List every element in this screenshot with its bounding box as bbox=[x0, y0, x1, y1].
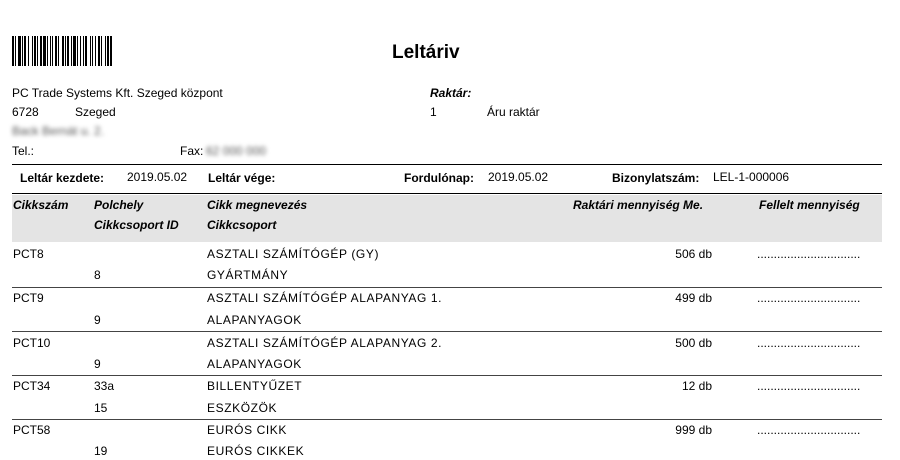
col-found: Fellelt mennyiség bbox=[759, 198, 860, 212]
barcode-bar bbox=[85, 36, 87, 66]
barcode-bar bbox=[58, 36, 59, 66]
row-found: ............................... bbox=[757, 247, 861, 261]
barcode-bar bbox=[71, 36, 72, 66]
row-code: PCT10 bbox=[13, 336, 51, 350]
barcode-bar bbox=[32, 36, 33, 66]
barcode-bar bbox=[22, 36, 23, 66]
row-found: ............................... bbox=[757, 379, 861, 393]
barcode-bar bbox=[73, 36, 76, 66]
fax-label: Fax: bbox=[180, 144, 204, 158]
barcode-bar bbox=[24, 36, 26, 66]
barcode-bar bbox=[62, 36, 64, 66]
row-code: PCT9 bbox=[13, 291, 44, 305]
row-code: PCT8 bbox=[13, 247, 44, 261]
row-qty: 500 db bbox=[675, 336, 712, 350]
turn-value: 2019.05.02 bbox=[488, 170, 549, 184]
barcode-bar bbox=[18, 36, 21, 66]
row-found: ............................... bbox=[757, 423, 861, 437]
info-top-divider bbox=[12, 164, 882, 165]
row-group: GYÁRTMÁNY bbox=[207, 268, 289, 282]
row-name: BILLENTYŰZET bbox=[207, 379, 303, 393]
col-group-id: Cikkcsoport ID bbox=[94, 218, 179, 232]
company-address-redacted: Back Bernát u. 2. bbox=[12, 124, 105, 138]
info-bottom-divider bbox=[12, 193, 882, 194]
barcode-bar bbox=[47, 36, 48, 66]
barcode-bar bbox=[77, 36, 78, 66]
row-group-id: 19 bbox=[94, 444, 108, 458]
barcode-bar bbox=[101, 36, 102, 66]
row-code: PCT34 bbox=[13, 379, 51, 393]
row-qty: 499 db bbox=[675, 291, 712, 305]
row-group-id: 8 bbox=[94, 268, 101, 282]
barcode-bar bbox=[15, 36, 16, 66]
barcode-bar bbox=[80, 36, 81, 66]
row-divider bbox=[12, 419, 882, 420]
barcode-bar bbox=[12, 36, 14, 66]
barcode-bar bbox=[43, 36, 46, 66]
row-found: ............................... bbox=[757, 291, 861, 305]
row-group-id: 9 bbox=[94, 313, 101, 327]
barcode-bar bbox=[92, 36, 93, 66]
row-name: ASZTALI SZÁMÍTÓGÉP (GY) bbox=[207, 247, 380, 261]
row-group: ALAPANYAGOK bbox=[207, 313, 302, 327]
row-divider bbox=[12, 375, 882, 376]
row-name: EURÓS CIKK bbox=[207, 423, 288, 437]
start-label: Leltár kezdete: bbox=[20, 171, 105, 185]
barcode-bar bbox=[34, 36, 36, 66]
row-group-id: 9 bbox=[94, 357, 101, 371]
barcode-bar bbox=[55, 36, 57, 66]
barcode-bar bbox=[105, 36, 106, 66]
warehouse-label: Raktár: bbox=[430, 86, 472, 100]
row-found: ............................... bbox=[757, 336, 861, 350]
barcode-bar bbox=[83, 36, 84, 66]
barcode-bar bbox=[65, 36, 66, 66]
barcode-bar bbox=[52, 36, 53, 66]
row-divider bbox=[12, 287, 882, 288]
company-name: PC Trade Systems Kft. Szeged központ bbox=[12, 86, 223, 100]
col-shelf: Polchely bbox=[94, 198, 144, 212]
col-code: Cikkszám bbox=[13, 198, 69, 212]
row-divider bbox=[12, 331, 882, 332]
row-shelf: 33a bbox=[94, 379, 115, 393]
company-city: Szeged bbox=[75, 105, 116, 119]
barcode-bar bbox=[28, 36, 29, 66]
barcode bbox=[12, 36, 230, 66]
doc-value: LEL-1-000006 bbox=[713, 170, 790, 184]
warehouse-code: 1 bbox=[430, 105, 437, 119]
col-qty: Raktári mennyiség Me. bbox=[573, 198, 704, 212]
warehouse-name: Áru raktár bbox=[487, 105, 540, 119]
end-label: Leltár vége: bbox=[208, 171, 276, 185]
col-name: Cikk megnevezés bbox=[207, 198, 308, 212]
row-group: ALAPANYAGOK bbox=[207, 357, 302, 371]
row-code: PCT58 bbox=[13, 423, 51, 437]
row-group-id: 15 bbox=[94, 401, 108, 415]
barcode-bar bbox=[90, 36, 91, 66]
row-name: ASZTALI SZÁMÍTÓGÉP ALAPANYAG 1. bbox=[207, 291, 443, 305]
row-qty: 506 db bbox=[675, 247, 712, 261]
row-group: EURÓS CIKKEK bbox=[207, 444, 305, 458]
tel-label: Tel.: bbox=[12, 144, 35, 158]
row-group: ESZKÖZÖK bbox=[207, 401, 278, 415]
barcode-bar bbox=[98, 36, 100, 66]
barcode-bar bbox=[67, 36, 69, 66]
barcode-bar bbox=[107, 36, 109, 66]
row-qty: 999 db bbox=[675, 423, 712, 437]
doc-label: Bizonylatszám: bbox=[612, 171, 700, 185]
start-value: 2019.05.02 bbox=[127, 170, 188, 184]
barcode-bar bbox=[50, 36, 51, 66]
row-qty: 12 db bbox=[681, 379, 712, 393]
fax-redacted: 62 000 000 bbox=[206, 144, 267, 158]
col-group: Cikkcsoport bbox=[207, 218, 277, 232]
barcode-bar bbox=[110, 36, 112, 66]
barcode-bar bbox=[40, 36, 42, 66]
page-title: Leltáriv bbox=[392, 42, 460, 63]
company-zip: 6728 bbox=[12, 105, 39, 119]
turn-label: Fordulónap: bbox=[404, 171, 474, 185]
barcode-bar bbox=[95, 36, 96, 66]
barcode-bar bbox=[37, 36, 38, 66]
row-name: ASZTALI SZÁMÍTÓGÉP ALAPANYAG 2. bbox=[207, 336, 443, 350]
